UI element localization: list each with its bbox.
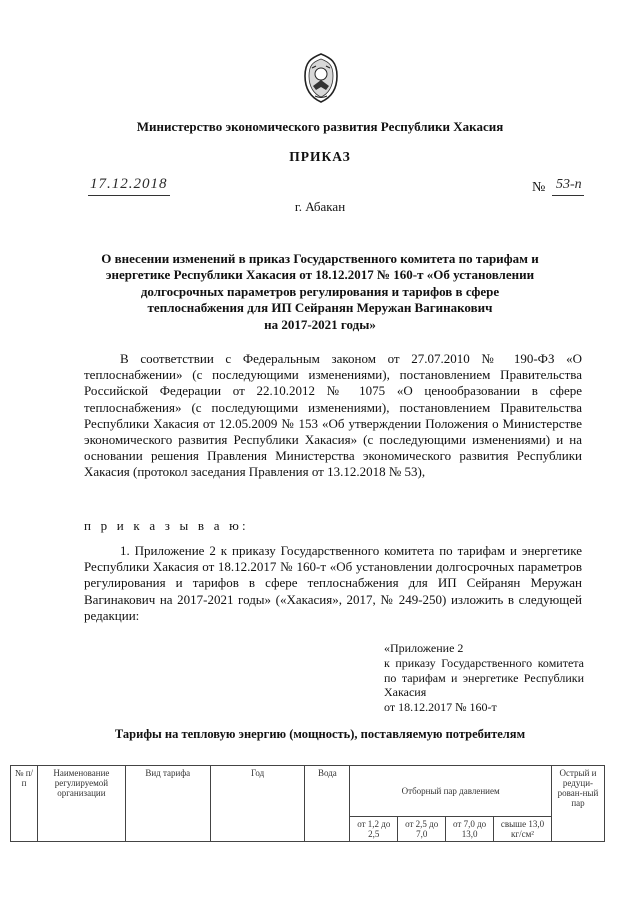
subject-line: на 2017-2021 годы» bbox=[264, 316, 376, 332]
header-organization: Наименование регулируемой организации bbox=[37, 766, 125, 842]
subject-line: О внесении изменений в приказ Государственного комитета по тарифам и bbox=[101, 251, 539, 266]
order-subject bbox=[78, 251, 562, 333]
header-year: Год bbox=[210, 766, 305, 842]
appendix-line: «Приложение 2 bbox=[384, 641, 464, 655]
appendix-line: от 18.12.2017 № 160-т bbox=[384, 700, 497, 715]
handwritten-number: 53-п bbox=[556, 177, 582, 192]
order-item-1: 1. Приложение 2 к приказу Государственного комитета по тарифам и энергетике Республики Хакасия от 18.12.2017 № 160-т «Об установлении долгосрочных параметров регулирования и тарифов в сфере теплоснабжения для ИП Сейранян Меружан Вагинакович на 2017-2021 годы» («Хакасия», 2017, № 249-250) изложить в следующей редакции: bbox=[84, 543, 582, 623]
order-title: ПРИКАЗ bbox=[289, 149, 351, 164]
subject-line: теплоснабжения для ИП Сейранян Меружан Вагинакович bbox=[147, 300, 493, 316]
date-underline bbox=[88, 195, 170, 196]
pressure-range: от 1,2 до 2,5 bbox=[350, 817, 398, 842]
appendix-reference bbox=[384, 641, 584, 715]
preamble-paragraph: В соответствии с Федеральным законом от 27.07.2010 № 190-ФЗ «О теплоснабжении» (с последующими изменениями), постановлением Правительства Российской Федерации от 22.10.2012 № 1075 «О ценообразовании в сфере теплоснабжения» (с последующими изменениями), постановлением Правительства Республики Хакасия от 12.05.2009 № 153 «Об утверждении Положения о Министерстве экономического развития Республики Хакасия» (с последующими изменениями) и на основании решения Правления Министерства экономического развития Республики Хакасия (протокол заседания Правления от 13.12.2018 № 53), bbox=[84, 351, 582, 480]
tariff-table bbox=[10, 765, 605, 842]
subject-line: энергетике Республики Хакасия от 18.12.2017 № 160-т «Об установлении bbox=[105, 267, 535, 283]
ministry-name: Министерство экономического развития Республики Хакасия bbox=[136, 119, 504, 134]
header-num: № п/п bbox=[11, 766, 38, 842]
header-water: Вода bbox=[305, 766, 350, 842]
coat-of-arms-icon bbox=[300, 52, 342, 104]
header-tariff-kind: Вид тарифа bbox=[125, 766, 210, 842]
coat-of-arms-emblem bbox=[300, 52, 342, 104]
city-line: г. Абакан bbox=[294, 199, 346, 214]
header-steam: Отборный пар давлением bbox=[350, 766, 552, 817]
number-label: № bbox=[532, 180, 546, 195]
order-word: п р и к а з ы в а ю: bbox=[84, 518, 249, 533]
tariffs-title: Тарифы на тепловую энергию (мощность), поставляемую потребителям bbox=[114, 727, 526, 741]
number-underline bbox=[552, 195, 584, 196]
header-sharp-steam: Острый и редуци-рован-ный пар bbox=[551, 766, 604, 842]
handwritten-date: 17.12.2018 bbox=[90, 176, 168, 192]
pressure-range: от 7,0 до 13,0 bbox=[446, 817, 494, 842]
subject-line: долгосрочных параметров регулирования и тарифов в сфере bbox=[140, 283, 500, 299]
appendix-line: к приказу Государственного комитета по тарифам и энергетике Республики Хакасия bbox=[384, 655, 584, 700]
pressure-range: свыше 13,0 кг/см² bbox=[494, 817, 552, 842]
pressure-range: от 2,5 до 7,0 bbox=[398, 817, 446, 842]
